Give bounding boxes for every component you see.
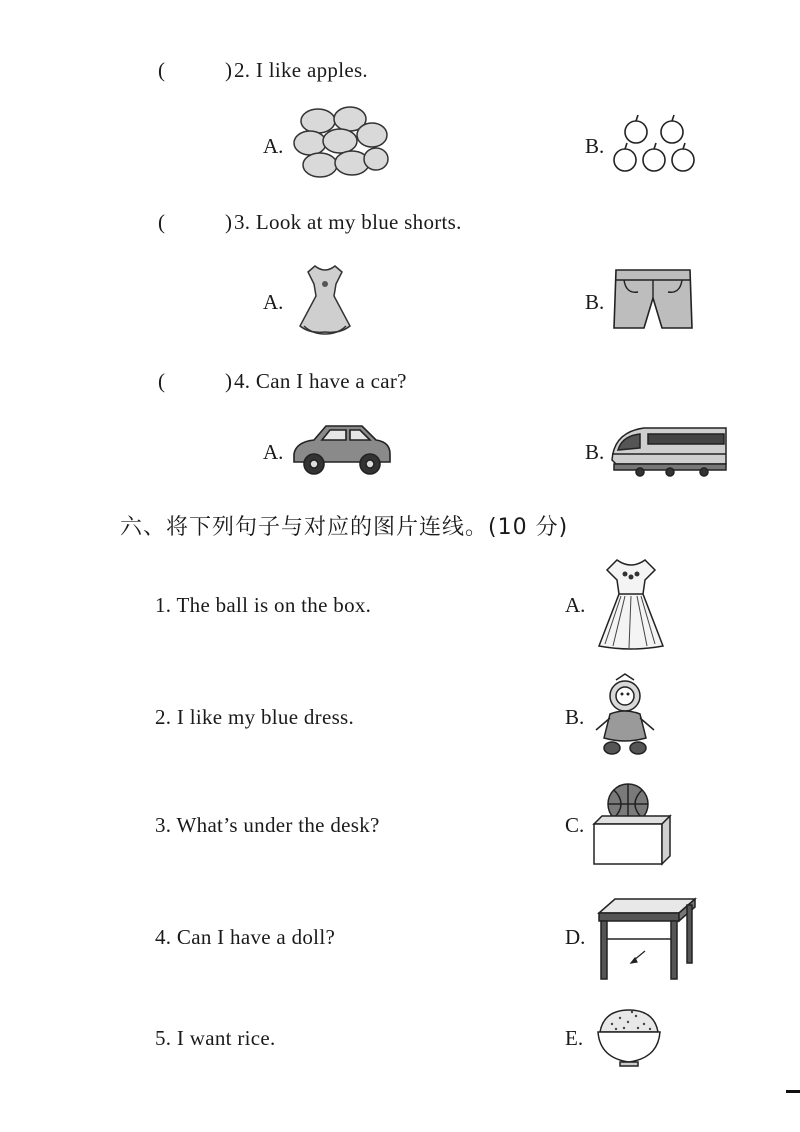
question-text-q2: 2. I like apples.: [234, 58, 368, 82]
answer-paren-open-q2: (: [158, 58, 165, 82]
rice-bowl-icon[interactable]: [594, 1004, 664, 1068]
answer-paren-open-q3: (: [158, 210, 165, 234]
match-sentence-3[interactable]: 3. What’s under the desk?: [155, 813, 380, 837]
doll-icon[interactable]: [592, 672, 658, 758]
car-icon: [290, 420, 394, 480]
section-heading: 六、将下列句子与对应的图片连线。(10 分): [120, 515, 569, 540]
answer-paren-open-q4: (: [158, 369, 165, 393]
option-label-q2-b: B.: [585, 134, 605, 158]
option-label-q2-a: A.: [263, 134, 284, 158]
question-text-q3: 3. Look at my blue shorts.: [234, 210, 462, 234]
match-sentence-5[interactable]: 5. I want rice.: [155, 1026, 276, 1050]
match-label-d: D.: [565, 925, 586, 949]
question-text-q4: 4. Can I have a car?: [234, 369, 407, 393]
match-label-a: A.: [565, 593, 586, 617]
page-edge-mark: [786, 1090, 800, 1093]
match-sentence-2[interactable]: 2. I like my blue dress.: [155, 705, 355, 729]
answer-blank-q4[interactable]: [174, 369, 224, 395]
train-icon: [610, 420, 728, 478]
match-sentence-4[interactable]: 4. Can I have a doll?: [155, 925, 336, 949]
option-label-q3-b: B.: [585, 290, 605, 314]
option-label-q4-a: A.: [263, 440, 284, 464]
option-label-q3-a: A.: [263, 290, 284, 314]
answer-blank-q2[interactable]: [174, 58, 224, 84]
apples-icon: [612, 112, 702, 176]
eggs-icon: [290, 103, 390, 185]
option-label-q4-b: B.: [585, 440, 605, 464]
match-sentence-1[interactable]: 1. The ball is on the box.: [155, 593, 372, 617]
answer-paren-close-q4: ): [225, 369, 232, 393]
ruffled-dress-icon: [290, 262, 360, 338]
answer-paren-close-q3: ): [225, 210, 232, 234]
answer-paren-close-q2: ): [225, 58, 232, 82]
match-label-e: E.: [565, 1026, 584, 1050]
shorts-icon: [612, 266, 694, 334]
answer-blank-q3[interactable]: [174, 210, 224, 236]
ball-on-box-icon[interactable]: [590, 782, 672, 868]
match-label-b: B.: [565, 705, 585, 729]
match-label-c: C.: [565, 813, 585, 837]
dress-icon[interactable]: [595, 556, 667, 652]
desk-icon[interactable]: [595, 895, 699, 981]
